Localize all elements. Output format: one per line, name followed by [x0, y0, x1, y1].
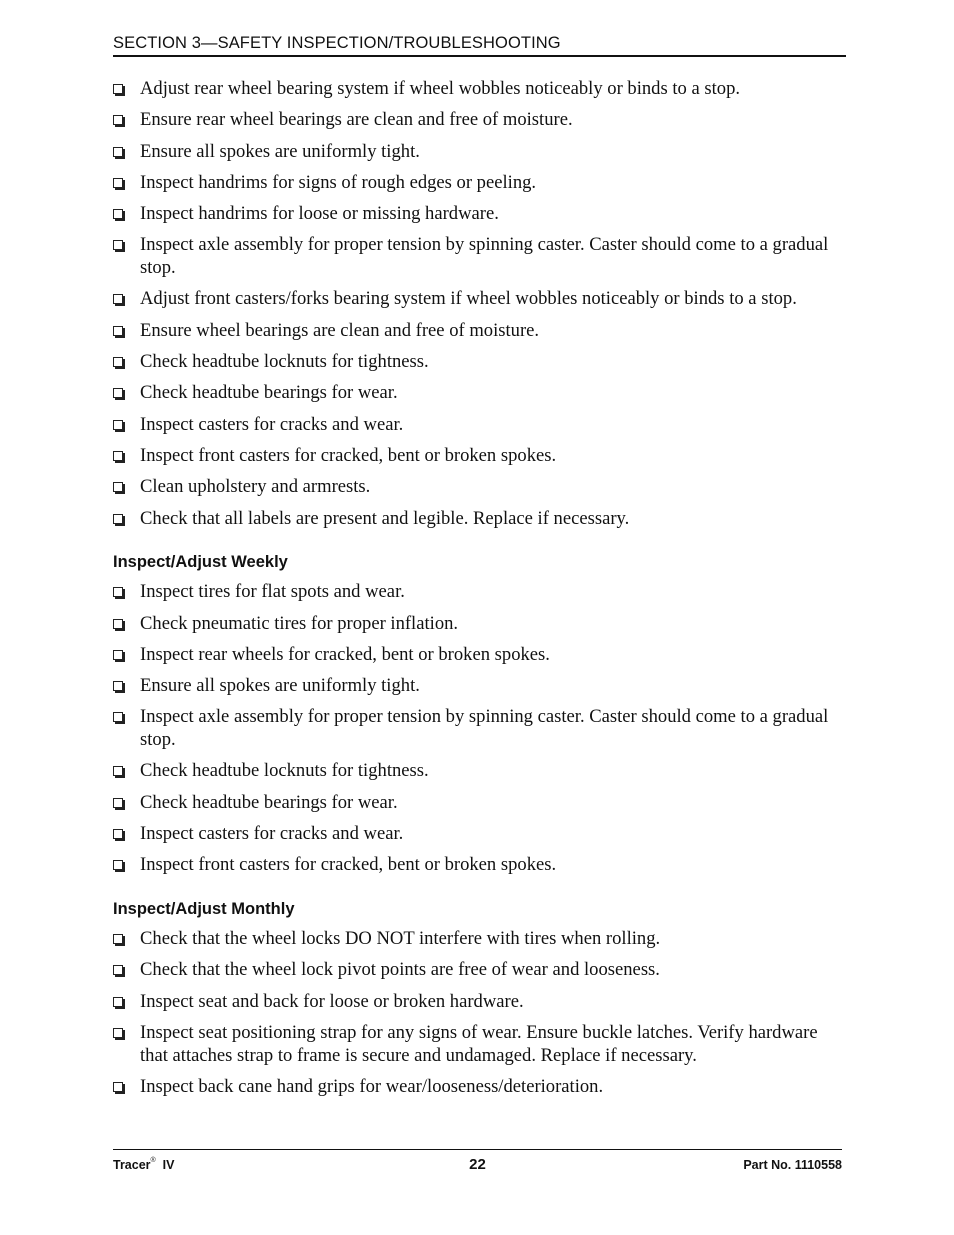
checkbox-icon	[113, 965, 123, 975]
checklist-item: Clean upholstery and armrests.	[113, 476, 849, 499]
checklist-item: Inspect front casters for cracked, bent or broken spokes.	[113, 854, 849, 877]
checkbox-icon	[113, 712, 123, 722]
checklist-item: Check headtube bearings for wear.	[113, 382, 849, 405]
checklist-item: Ensure all spokes are uniformly tight.	[113, 141, 849, 164]
monthly-heading: Inspect/Adjust Monthly	[113, 900, 295, 919]
part-number: Part No. 1110558	[743, 1158, 842, 1172]
checklist-item: Check headtube locknuts for tightness.	[113, 351, 849, 374]
section-header	[113, 33, 846, 57]
checkbox-icon	[113, 681, 123, 691]
checkbox-icon	[113, 84, 123, 94]
checklist-item: Inspect seat and back for loose or broken hardware.	[113, 991, 849, 1014]
checkbox-icon	[113, 650, 123, 660]
checkbox-icon	[113, 240, 123, 250]
checkbox-icon	[113, 1082, 123, 1092]
checkbox-icon	[113, 451, 123, 461]
checkbox-icon	[113, 326, 123, 336]
checkbox-icon	[113, 294, 123, 304]
checkbox-icon	[113, 388, 123, 398]
checklist-content	[113, 78, 849, 1107]
checklist-item: Ensure all spokes are uniformly tight.	[113, 675, 849, 698]
checkbox-icon	[113, 420, 123, 430]
checklist-item: Check pneumatic tires for proper inflation.	[113, 613, 849, 636]
checklist-item: Inspect casters for cracks and wear.	[113, 823, 849, 846]
checkbox-icon	[113, 357, 123, 367]
checklist-item: Inspect handrims for loose or missing hardware.	[113, 203, 849, 226]
checkbox-icon	[113, 209, 123, 219]
page-number: 22	[469, 1156, 486, 1173]
monthly-checklist	[113, 928, 849, 1099]
checkbox-icon	[113, 829, 123, 839]
checkbox-icon	[113, 147, 123, 157]
checklist-item: Check that the wheel lock pivot points are free of wear and looseness.	[113, 959, 849, 982]
intro-checklist	[113, 78, 849, 530]
checklist-item: Adjust rear wheel bearing system if wheel wobbles noticeably or binds to a stop.	[113, 78, 849, 101]
checklist-item: Check that the wheel locks DO NOT interfere with tires when rolling.	[113, 928, 849, 951]
checkbox-icon	[113, 1028, 123, 1038]
checkbox-icon	[113, 766, 123, 776]
checkbox-icon	[113, 934, 123, 944]
checklist-item: Ensure wheel bearings are clean and free of moisture.	[113, 320, 849, 343]
checklist-item: Inspect axle assembly for proper tension by spinning caster. Caster should come to a gradual stop.	[113, 706, 849, 751]
checkbox-icon	[113, 587, 123, 597]
checklist-item: Inspect axle assembly for proper tension by spinning caster. Caster should come to a gradual stop.	[113, 234, 849, 279]
checkbox-icon	[113, 178, 123, 188]
checklist-item: Inspect back cane hand grips for wear/looseness/deterioration.	[113, 1076, 849, 1099]
registered-mark: ®	[150, 1157, 156, 1164]
weekly-checklist	[113, 581, 849, 877]
checkbox-icon	[113, 860, 123, 870]
checkbox-icon	[113, 619, 123, 629]
section-title: SECTION 3—SAFETY INSPECTION/TROUBLESHOOTING	[113, 34, 561, 52]
checklist-item: Inspect rear wheels for cracked, bent or broken spokes.	[113, 644, 849, 667]
checklist-item: Check headtube bearings for wear.	[113, 792, 849, 815]
checklist-item: Inspect tires for flat spots and wear.	[113, 581, 849, 604]
checklist-item: Inspect seat positioning strap for any signs of wear. Ensure buckle latches. Verify hardware that attaches strap to frame is secure and undamaged. Replace if necessary.	[113, 1022, 849, 1067]
checklist-item: Inspect handrims for signs of rough edges or peeling.	[113, 172, 849, 195]
checkbox-icon	[113, 115, 123, 125]
checkbox-icon	[113, 997, 123, 1007]
page-footer	[113, 1149, 842, 1176]
checklist-item: Check headtube locknuts for tightness.	[113, 760, 849, 783]
checkbox-icon	[113, 798, 123, 808]
checklist-item: Inspect casters for cracks and wear.	[113, 414, 849, 437]
checkbox-icon	[113, 482, 123, 492]
checklist-item: Ensure rear wheel bearings are clean and free of moisture.	[113, 109, 849, 132]
checklist-item: Check that all labels are present and legible. Replace if necessary.	[113, 508, 849, 531]
checklist-item: Inspect front casters for cracked, bent or broken spokes.	[113, 445, 849, 468]
weekly-heading: Inspect/Adjust Weekly	[113, 553, 288, 572]
checklist-item: Adjust front casters/forks bearing system if wheel wobbles noticeably or binds to a stop.	[113, 288, 849, 311]
product-name: Tracer® IV	[113, 1157, 175, 1172]
checkbox-icon	[113, 514, 123, 524]
